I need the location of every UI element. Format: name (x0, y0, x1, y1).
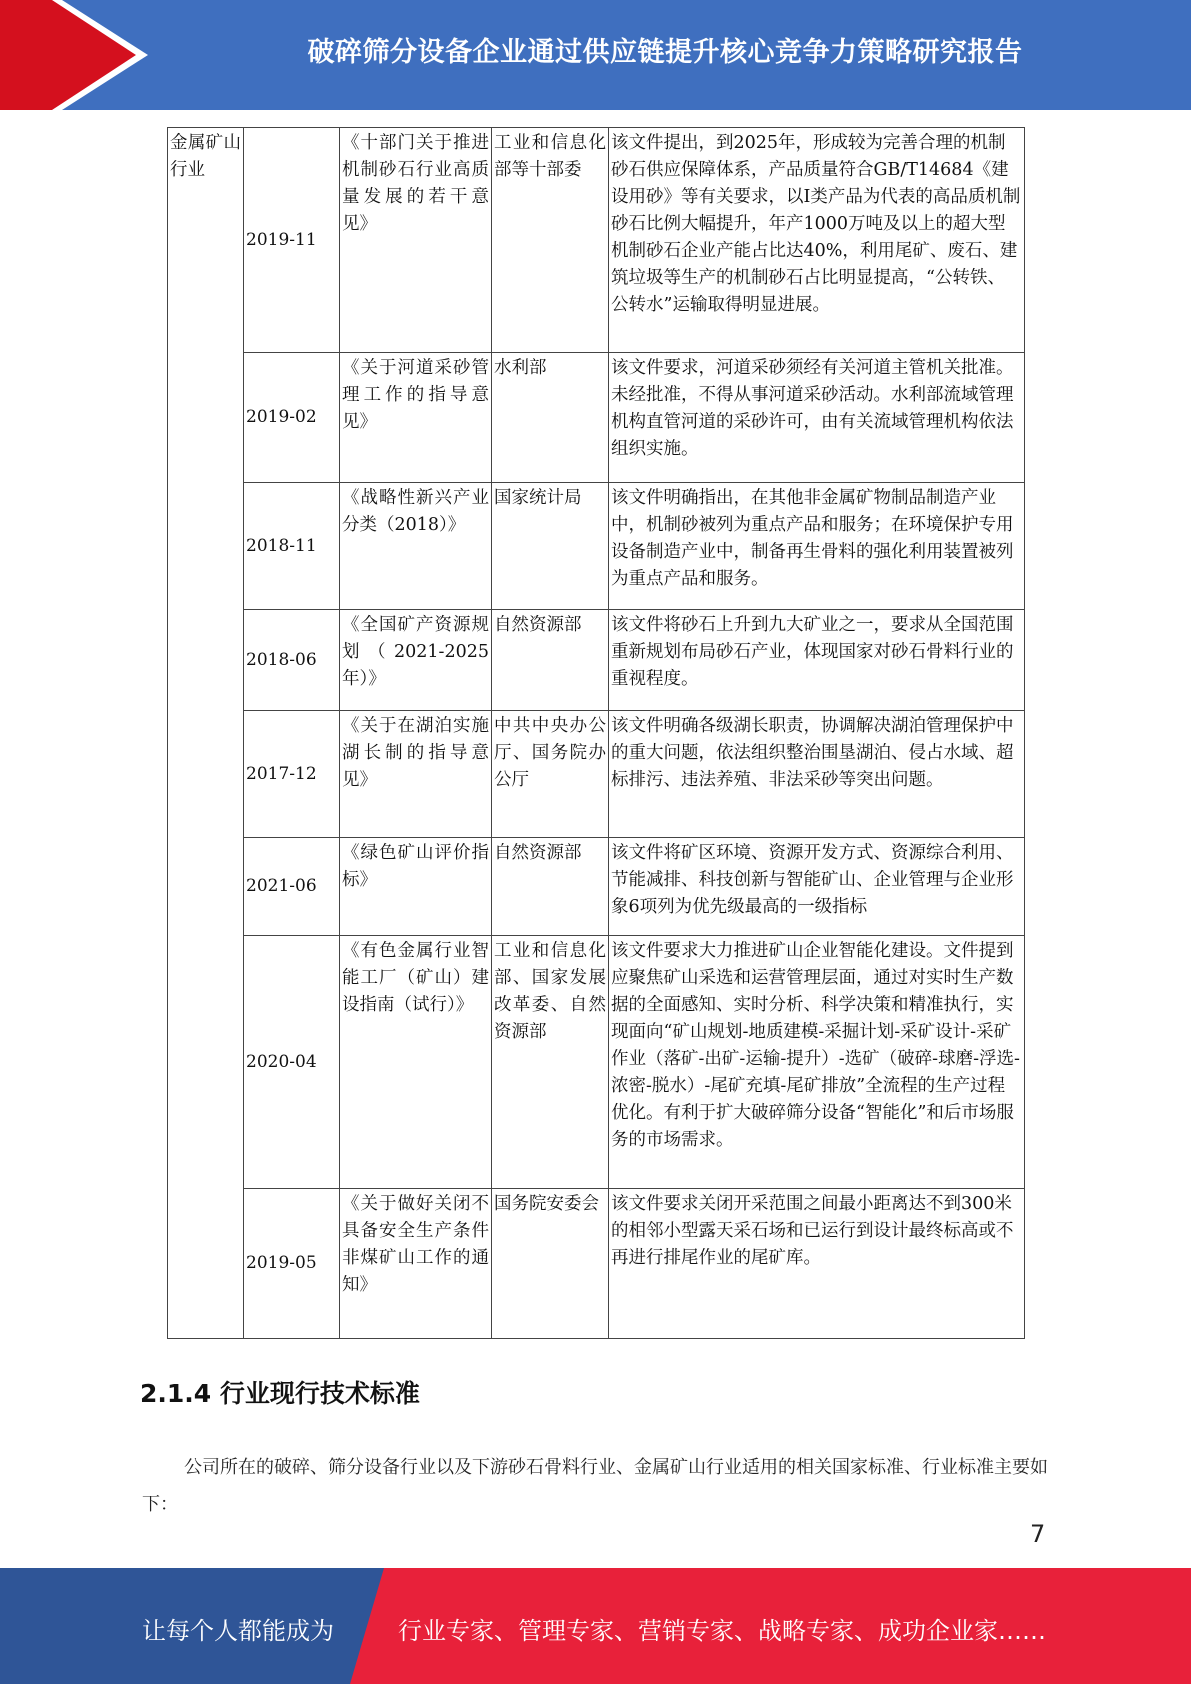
body-paragraph: 公司所在的破碎、筛分设备行业以及下游砂石骨料行业、金属矿山行业适用的相关国家标准、行业标准主要如下： (142, 1457, 1048, 1515)
table-row (168, 711, 1025, 838)
document-name-cell: 《十部门关于推进机制砂石行业高质量发展的若干意见》 (340, 128, 492, 353)
content-cell: 该文件将矿区环境、资源开发方式、资源综合利用、节能减排、科技创新与智能矿山、企业管理与企业形象6项列为优先级最高的一级指标 (609, 838, 1025, 936)
issuer-cell: 工业和信息化部、国家发展改革委、自然资源部 (492, 936, 609, 1189)
table-row (168, 128, 1025, 353)
content-cell: 该文件明确指出，在其他非金属矿物制品制造产业中，机制砂被列为重点产品和服务；在环境保护专用设备制造产业中，制备再生骨料的强化利用装置被列为重点产品和服务。 (609, 483, 1025, 610)
category-cell: 金属矿山行业 (168, 128, 244, 1339)
issuer-cell: 自然资源部 (492, 610, 609, 711)
document-name-cell: 《关于河道采砂管理工作的指导意见》 (340, 353, 492, 483)
table-row (168, 838, 1025, 936)
table-row (168, 1189, 1025, 1339)
document-name-cell: 《关于做好关闭不具备安全生产条件非煤矿山工作的通知》 (340, 1189, 492, 1339)
table-row (168, 610, 1025, 711)
report-title: 破碎筛分设备企业通过供应链提升核心竞争力策略研究报告 (307, 37, 1023, 68)
issuer-cell: 自然资源部 (492, 838, 609, 936)
footer-slogan-right: 行业专家、管理专家、营销专家、战略专家、成功企业家…… (398, 1617, 1046, 1645)
date-cell: 2019-11 (244, 128, 340, 353)
date-cell: 2018-06 (244, 610, 340, 711)
date-cell: 2019-02 (244, 353, 340, 483)
date-cell: 2018-11 (244, 483, 340, 610)
content-cell: 该文件提出，到2025年，形成较为完善合理的机制砂石供应保障体系，产品质量符合GB/T14684《建设用砂》等有关要求，以Ⅰ类产品为代表的高品质机制砂石比例大幅提升，年产1000万吨及以上的超大型机制砂石企业产能占比达40%，利用尾矿、废石、建筑垃圾等生产的机制砂石占比明显提高，“公转铁、公转水”运输取得明显进展。 (609, 128, 1025, 353)
document-name-cell: 《绿色矿山评价指标》 (340, 838, 492, 936)
content-cell: 该文件明确各级湖长职责，协调解决湖泊管理保护中的重大问题，依法组织整治围垦湖泊、侵占水域、超标排污、违法养殖、非法采砂等突出问题。 (609, 711, 1025, 838)
content-cell: 该文件要求，河道采砂须经有关河道主管机关批准。未经批准，不得从事河道采砂活动。水利部流域管理机构直管河道的采砂许可，由有关流域管理机构依法组织实施。 (609, 353, 1025, 483)
date-cell: 2017-12 (244, 711, 340, 838)
table-row (168, 483, 1025, 610)
footer-slogan-left: 让每个人都能成为 (142, 1617, 334, 1645)
document-name-cell: 《关于在湖泊实施湖长制的指导意见》 (340, 711, 492, 838)
issuer-cell: 中共中央办公厅、国务院办公厅 (492, 711, 609, 838)
policy-table (167, 127, 1025, 1339)
content-cell: 该文件将砂石上升到九大矿业之一，要求从全国范围重新规划布局砂石产业，体现国家对砂石骨料行业的重视程度。 (609, 610, 1025, 711)
page-header (0, 0, 1191, 110)
document-name-cell: 《战略性新兴产业分类（2018）》 (340, 483, 492, 610)
table-row (168, 353, 1025, 483)
date-cell: 2020-04 (244, 936, 340, 1189)
header-arrow-decoration (0, 0, 150, 110)
issuer-cell: 国务院安委会 (492, 1189, 609, 1339)
table-row (168, 936, 1025, 1189)
date-cell: 2019-05 (244, 1189, 340, 1339)
section-heading: 2.1.4 行业现行技术标准 (140, 1379, 420, 1408)
issuer-cell: 工业和信息化部等十部委 (492, 128, 609, 353)
document-name-cell: 《全国矿产资源规划（2021-2025年）》 (340, 610, 492, 711)
date-cell: 2021-06 (244, 838, 340, 936)
document-name-cell: 《有色金属行业智能工厂（矿山）建设指南（试行）》 (340, 936, 492, 1189)
content-cell: 该文件要求大力推进矿山企业智能化建设。文件提到应聚焦矿山采选和运营管理层面，通过对实时生产数据的全面感知、实时分析、科学决策和精准执行，实现面向“矿山规划-地质建模-采掘计划-采矿设计-采矿作业（落矿-出矿-运输-提升）-选矿（破碎-球磨-浮选-浓密-脱水）-尾矿充填-尾矿排放”全流程的生产过程优化。有利于扩大破碎筛分设备“智能化”和后市场服务的市场需求。 (609, 936, 1025, 1189)
issuer-cell: 水利部 (492, 353, 609, 483)
issuer-cell: 国家统计局 (492, 483, 609, 610)
page-number: 7 (1030, 1520, 1046, 1548)
content-cell: 该文件要求关闭开采范围之间最小距离达不到300米的相邻小型露天采石场和已运行到设计最终标高或不再进行排尾作业的尾矿库。 (609, 1189, 1025, 1339)
